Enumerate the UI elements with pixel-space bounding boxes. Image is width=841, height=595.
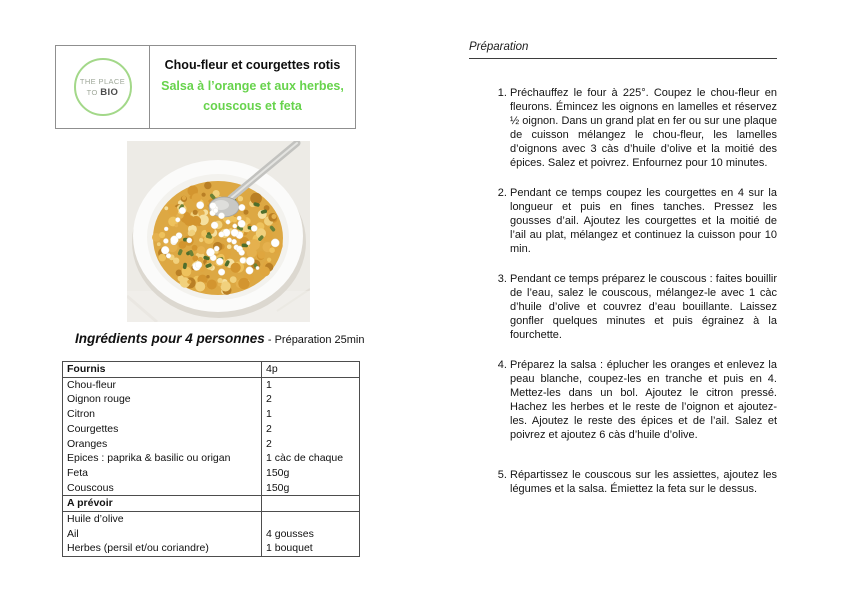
- ingredient-name: Oranges: [63, 437, 262, 452]
- table-row: [63, 512, 360, 527]
- recipe-subtitle: [156, 76, 349, 116]
- recipe-photo-art: [127, 141, 310, 322]
- table-header-4p: 4p: [262, 362, 360, 378]
- ingredient-name: Courgettes: [63, 422, 262, 437]
- preparation-steps: [469, 86, 777, 496]
- logo-cell: [56, 46, 150, 128]
- ingredient-qty: 1 càc de chaque: [266, 452, 344, 465]
- ingredient-qty: 1: [266, 408, 272, 421]
- logo-text-to: TO: [86, 87, 98, 97]
- ingredient-qty: 1 bouquet: [266, 542, 313, 555]
- table-header-a-prevoir: A prévoir: [63, 496, 262, 512]
- ingredient-name: Citron: [63, 407, 262, 422]
- table-row: [63, 451, 360, 466]
- ingredients-table: [62, 361, 360, 557]
- table-row: [63, 466, 360, 481]
- logo-text-bio: BIO: [100, 86, 119, 98]
- preparation-step: 1. Préchauffez le four à 225°. Coupez le chou-fleur en fleurons. Émincez les oignons en lamelles et réservez ½ oignon. Dans un grand plat en fer ou sur une plaque de cuisson mélangez le chou-fleur, les lamelles d’oignons avec 3 càs d’huile d’olive et la moitié des épices. Salez et poivrez. Enfournez pour 10 minutes.: [510, 86, 777, 170]
- preparation-step: 4. Préparez la salsa : éplucher les oranges et enlevez la peau blanche, coupez-les en tranche et puis en 4. Mettez-les dans un bol. Ajoutez le citron pressé. Hachez les herbes et le reste de l’oignon et ajoutez-les. Ajoutez le reste des épices et de l’ail. Salez et poivrez et ajoutez 6 càs d’huile d’olive.: [510, 358, 777, 442]
- title-cell: [150, 46, 355, 128]
- recipe-subtitle-line2: couscous et feta: [203, 99, 302, 113]
- logo-text-top: THE PLACE: [79, 76, 126, 86]
- table-row: [63, 377, 360, 392]
- recipe-subtitle-line1: Salsa à l’orange et aux herbes,: [161, 79, 344, 93]
- preparation-heading: Préparation: [469, 41, 777, 59]
- table-row: [63, 392, 360, 407]
- table-header-empty: [262, 496, 360, 512]
- ingredient-qty: 1: [266, 378, 272, 391]
- table-row: [63, 437, 360, 452]
- table-row: [63, 527, 360, 542]
- preparation-section: [469, 41, 777, 512]
- table-row: [63, 407, 360, 422]
- preparation-step: 3. Pendant ce temps préparez le couscous : faites bouillir de l’eau, salez le couscous, mélangez-le avec 1 càc d’huile d’olive et couvrez d’eau bouillante. Laissez gonfler quelques minutes et puis égrainez à la fourchette.: [510, 272, 777, 342]
- ingredient-name: Epices : paprika & basilic ou origan: [63, 451, 262, 466]
- ingredient-name: Chou-fleur: [63, 377, 262, 392]
- ingredient-qty: 2: [266, 393, 272, 406]
- recipe-title: Chou-fleur et courgettes rotis: [164, 58, 341, 72]
- table-row: [63, 422, 360, 437]
- ingredient-name: Herbes (persil et/ou coriandre): [63, 541, 262, 556]
- ingredients-heading-main: Ingrédients pour 4 personnes: [75, 331, 265, 346]
- ingredients-heading: [75, 330, 364, 348]
- preparation-step: 5. Répartissez le couscous sur les assiettes, ajoutez les légumes et la salsa. Émiettez la feta sur le dessus.: [510, 468, 777, 496]
- table-row: [63, 481, 360, 496]
- preparation-step: 2. Pendant ce temps coupez les courgettes en 4 sur la longueur et puis en fines tanches. Pressez les gousses d’ail. Ajoutez les courgettes et la moitié de l’ail au plat, mélangez et continuez la cuisson pour 10 min.: [510, 186, 777, 256]
- ingredient-qty: 150g: [266, 481, 290, 494]
- ingredient-name: Couscous: [63, 481, 262, 496]
- the-place-to-bio-logo: [74, 58, 132, 116]
- logo-text-bottom: [87, 87, 119, 98]
- ingredient-name: Feta: [63, 466, 262, 481]
- table-header-row: [63, 362, 360, 378]
- table-row: [63, 541, 360, 556]
- ingredient-qty: 2: [266, 422, 272, 435]
- table-header-fournis: Fournis: [63, 362, 262, 378]
- recipe-photo: [127, 141, 310, 322]
- ingredient-qty: 150g: [266, 466, 290, 479]
- ingredients-heading-suffix: - Préparation 25min: [264, 334, 365, 346]
- ingredient-name: Huile d’olive: [63, 512, 262, 527]
- table-section-row: [63, 496, 360, 512]
- ingredient-qty: 4 gousses: [266, 527, 314, 540]
- ingredient-qty: [262, 512, 360, 527]
- ingredient-qty: 2: [266, 437, 272, 450]
- recipe-header-box: [55, 45, 356, 129]
- ingredient-name: Ail: [63, 527, 262, 542]
- ingredient-name: Oignon rouge: [63, 392, 262, 407]
